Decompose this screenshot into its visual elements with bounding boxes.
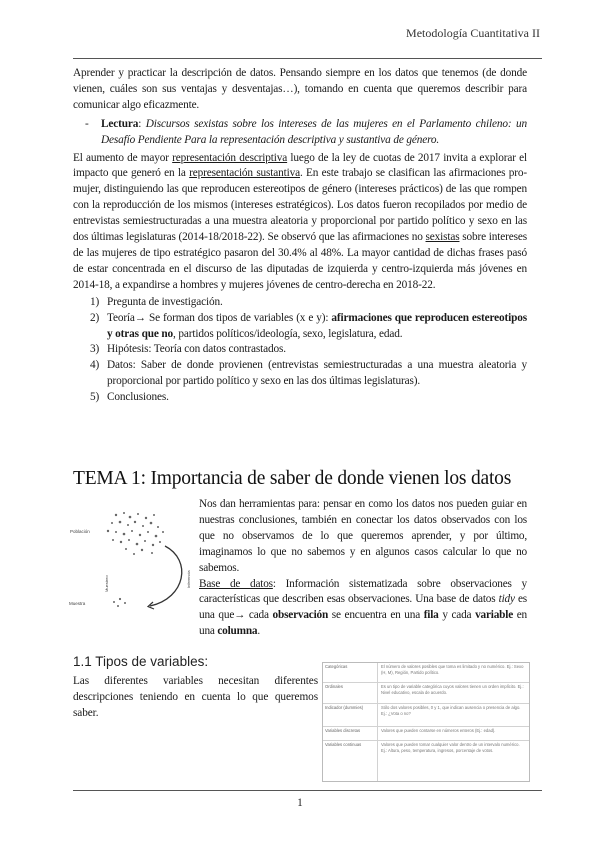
table-row — [323, 663, 529, 683]
base-datos-paragraph — [199, 577, 527, 641]
list-number: 5) — [90, 391, 100, 404]
table-row — [323, 727, 529, 741]
running-header: Metodología Cuantitativa II — [406, 26, 540, 40]
intro-section — [73, 66, 527, 406]
list-dash: - — [85, 117, 89, 130]
base-text-3: se encuentra en una — [328, 609, 424, 622]
lectura-colon: : — [138, 117, 142, 130]
summary-text-4: sobre intereses de las mujeres de tipo estratégico pasaron del 30.4% al 48%. La mayor cantidad de dichas frases pasó de estar concentrada en el discurso de las diputadas de izquierda y centro-izquierda más jóvenes en 2014-18, a expandirse a hombres y mujeres jóvenes de centro-derecha en 2018-22. — [73, 231, 527, 291]
base-text-5: en una — [199, 609, 527, 638]
label-muestreo: Muestreo — [104, 575, 109, 592]
table-cell-type: Variables discretas — [323, 727, 378, 740]
term-columna: columna — [217, 625, 258, 638]
table-cell-desc: El número de valores posibles que toma es limitado y no numérico. Ej.: Sexo (H, M), Región, Partido político. — [381, 664, 524, 675]
base-text-2: es una que→ cada — [199, 593, 527, 622]
list-item-text: Hipótesis: Teoría con datos contrastados. — [107, 343, 286, 356]
table-cell-desc: Es un tipo de variable categórica cuyos valores tienen un orden implícito. Ej.: Nivel educativo, escala de acuerdo. — [381, 684, 524, 695]
list-item-text: Teoría→ Se forman dos tipos de variables (x e y): — [107, 311, 332, 324]
lectura-label: Lectura — [101, 117, 139, 130]
term-sexistas: sexistas — [425, 231, 460, 244]
summary-text-3: . En este trabajo se clasifican las afirmaciones pro-mujer, distinguiendo las que reproducen estereotipos de género (intereses prácticos) de las que rompen con la reproducción de los mismos (intereses estratégicos). Los datos fueron recopilados por medio de entrevistas semiestructuradas a una muestra aleatoria y proporcional por partido político y sexo en las dos últimas legislaturas (2014-18/2018-22). Se observó que las afirmaciones no — [73, 167, 528, 244]
table-cell-desc: Valores que pueden tomar cualquier valor dentro de un intervalo numérico. Ej.: Altura, peso, temperatura, ingresos, porcentaje de votos. — [381, 742, 520, 753]
summary-text-2: luego de la ley de cuotas de 2017 invita a explorar el impacto que generó en la — [73, 151, 527, 180]
list-number: 1) — [90, 295, 100, 308]
sample-dots — [113, 598, 126, 607]
term-representacion-sustantiva: representación sustantiva — [189, 167, 300, 180]
list-number: 3) — [90, 343, 100, 356]
summary-paragraph — [73, 151, 527, 294]
term-observacion: observación — [272, 609, 329, 622]
list-item — [73, 358, 527, 390]
table-cell-type: Indicador (dummies) — [323, 704, 378, 726]
list-item — [73, 311, 527, 343]
term-tidy: tidy — [498, 593, 515, 606]
list-item-text: Pregunta de investigación. — [107, 295, 223, 308]
term-variable: variable — [475, 609, 514, 622]
list-item-bold-text: afirmaciones que reproducen estereotipos y otras que no — [107, 311, 527, 340]
list-number: 2) — [90, 311, 100, 324]
list-item — [73, 390, 527, 406]
subsection-heading: 1.1 Tipos de variables: — [73, 654, 209, 669]
lectura-item — [73, 117, 527, 149]
table-cell-desc: Sólo dos valores posibles, 0 y 1, que indican ausencia o presencia de algo. Ej.: ¿Vota o no? — [381, 705, 521, 716]
footer-divider — [73, 790, 542, 791]
table-cell-desc: Valores que pueden contarse en números enteros (Ej.: edad). — [381, 728, 496, 733]
label-muestra: Muestra — [69, 601, 86, 606]
base-text-6: . — [257, 625, 260, 638]
list-item-text-end: , partidos políticos/ideología, sexo, legislatura, edad. — [173, 327, 403, 340]
term-base-de-datos: Base de datos — [199, 577, 273, 590]
list-item — [73, 295, 527, 311]
table-row — [323, 741, 529, 781]
tema-body — [199, 497, 527, 640]
list-item-text: Datos: Saber de donde provienen (entrevistas semiestructuradas a una muestra aleatoria y proporcional por partido político y sexo en las dos últimas legislaturas). — [107, 359, 527, 388]
table-cell-type: Variables continuas — [323, 741, 378, 781]
list-item — [73, 342, 527, 358]
table-cell-type: Ordinales — [323, 683, 378, 703]
sampling-diagram-figure — [68, 498, 193, 616]
page-number: 1 — [297, 797, 303, 809]
base-text-1: : Información sistematizada sobre observaciones y características que describen esas observaciones. Una base de datos — [199, 577, 527, 606]
tema-intro-paragraph: Nos dan herramientas para: pensar en como los datos nos pueden guiar en nuestras conclusiones, también en conectar los datos observados con los que no observamos de lo que queremos aprender, y por último, imaginamos lo que no sabemos y en algunos casos calcular lo que no sabemos. — [199, 498, 527, 574]
label-inferencia: Inferencia — [186, 570, 191, 588]
header-divider — [73, 58, 542, 59]
research-steps-list — [73, 295, 527, 406]
population-dots — [107, 512, 164, 555]
term-representacion-descriptiva: representación descriptiva — [172, 151, 288, 164]
label-poblacion: Población — [70, 529, 90, 534]
table-cell-type: Categóricas — [323, 663, 378, 682]
inference-arrow — [150, 546, 182, 606]
list-number: 4) — [90, 359, 100, 372]
table-row — [323, 683, 529, 704]
lectura-title: Discursos sexistas sobre los intereses de las mujeres en el Parlamento chileno: un Desafío Pendiente Para la representación descriptiva y sustantiva de género. — [101, 117, 527, 146]
intro-paragraph: Aprender y practicar la descripción de datos. Pensando siempre en los datos que tenemos (de donde vienen, cuáles son sus ventajas y desventajas…), tomando en cuenta que queremos describir para comunicar algo eficazmente. — [73, 67, 527, 111]
term-fila: fila — [423, 609, 439, 622]
list-item-text: Conclusiones. — [107, 391, 169, 404]
tipos-paragraph: Las diferentes variables necesitan diferentes descripciones teniendo en cuenta lo que queremos saber. — [73, 675, 318, 719]
base-text-4: y cada — [438, 609, 476, 622]
summary-text-1: El aumento de mayor — [73, 151, 173, 164]
table-row — [323, 704, 529, 727]
section-heading: TEMA 1: Importancia de saber de donde vienen los datos — [73, 468, 512, 489]
variable-types-table — [322, 662, 530, 782]
